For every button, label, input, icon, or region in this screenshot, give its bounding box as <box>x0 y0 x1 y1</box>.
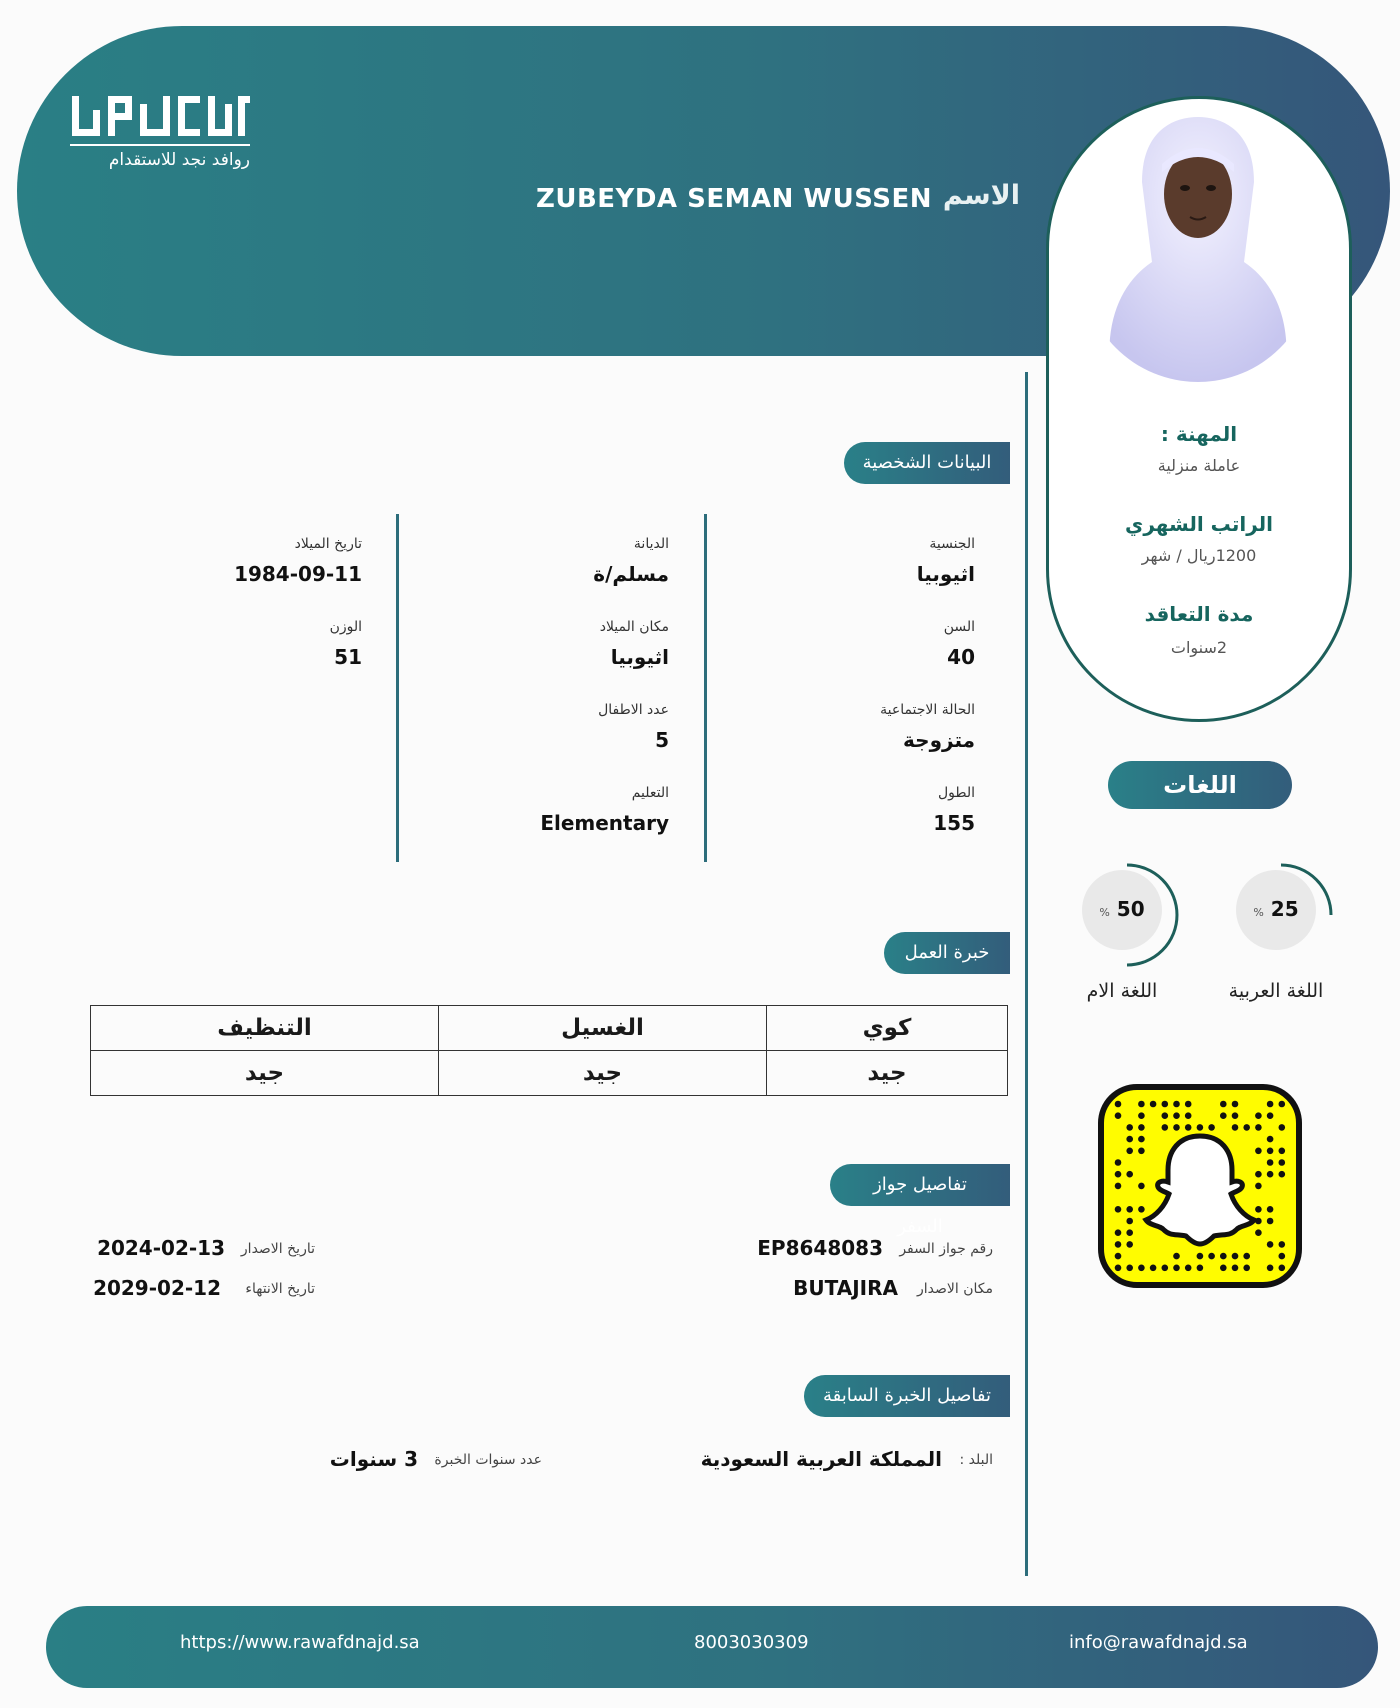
nationality-value: اثيوبيا <box>916 562 975 586</box>
snapcode-dot <box>1185 1124 1192 1131</box>
footer-website-link[interactable]: https://www.rawafdnajd.sa <box>180 1632 420 1653</box>
issue-place-label: مكان الاصدار <box>917 1281 993 1297</box>
arabic-language-name: اللغة العربية <box>1228 980 1324 1002</box>
worker-photo <box>1082 112 1314 382</box>
issue-date-value: 2024-02-13 <box>97 1236 225 1260</box>
salary-value: 1200ريال / شهر <box>1141 546 1257 565</box>
children-value: 5 <box>655 728 669 752</box>
skills-value-row <box>91 1051 1008 1096</box>
snapcode-dot <box>1185 1265 1192 1272</box>
snapcode-dot <box>1185 1101 1192 1108</box>
snapcode-dot <box>1162 1101 1169 1108</box>
snapcode-dot <box>1279 1253 1286 1260</box>
dob-value: 1984-09-11 <box>234 562 362 586</box>
skill-value: جيد <box>439 1051 767 1096</box>
weight-label: الوزن <box>329 619 362 635</box>
marital-label: الحالة الاجتماعية <box>880 702 975 718</box>
snapcode-dot <box>1115 1206 1122 1213</box>
snapcode-dot <box>1220 1253 1227 1260</box>
snapcode-dot <box>1126 1148 1133 1155</box>
snapcode-dot <box>1208 1124 1215 1131</box>
snapcode-dot <box>1138 1183 1145 1190</box>
birthplace-label: مكان الميلاد <box>599 619 669 635</box>
timeline-line <box>1025 372 1028 1576</box>
logo-divider <box>70 144 250 146</box>
country-label: البلد : <box>959 1452 993 1468</box>
snapcode-dot <box>1138 1148 1145 1155</box>
skills-header-row <box>91 1006 1008 1051</box>
snapcode-dot <box>1150 1101 1157 1108</box>
snapcode-dot <box>1232 1101 1239 1108</box>
height-label: الطول <box>937 785 975 801</box>
snapcode-dot <box>1255 1112 1262 1119</box>
snapcode-dot <box>1126 1136 1133 1143</box>
snapcode-dot <box>1173 1112 1180 1119</box>
snapcode-dot <box>1267 1265 1274 1272</box>
contract-value: 2سنوات <box>1170 638 1228 657</box>
snapcode-dot <box>1232 1265 1239 1272</box>
snapcode-dot <box>1255 1206 1262 1213</box>
worker-name: ZUBEYDA SEMAN WUSSEN <box>535 184 932 214</box>
passport-number-value: EP8648083 <box>757 1236 883 1260</box>
snapcode-dot <box>1243 1253 1250 1260</box>
snapcode-dot <box>1150 1265 1157 1272</box>
snapcode-dot <box>1126 1218 1133 1225</box>
age-value: 40 <box>947 645 975 669</box>
salary-label: الراتب الشهري <box>1125 512 1273 536</box>
section-previous-experience: تفاصيل الخبرة السابقة <box>804 1375 1010 1417</box>
snapcode-dot <box>1243 1124 1250 1131</box>
snapcode-dot <box>1255 1183 1262 1190</box>
snapcode-dot <box>1279 1101 1286 1108</box>
snapcode-dot <box>1197 1124 1204 1131</box>
issue-place-value: BUTAJIRA <box>793 1276 898 1300</box>
snapcode-dot <box>1279 1265 1286 1272</box>
snapcode-dot <box>1267 1136 1274 1143</box>
snapcode-dot <box>1126 1206 1133 1213</box>
snapcode-dot <box>1232 1112 1239 1119</box>
photo-illustration <box>1082 112 1314 382</box>
column-divider <box>704 514 707 862</box>
profession-label: المهنة : <box>1160 422 1238 446</box>
snapcode-dot <box>1243 1265 1250 1272</box>
snapcode-dot <box>1267 1206 1274 1213</box>
snapcode-dot <box>1279 1241 1286 1248</box>
skill-header: التنظيف <box>91 1006 439 1051</box>
snapcode-dot <box>1197 1265 1204 1272</box>
snapcode-dot <box>1138 1206 1145 1213</box>
weight-value: 51 <box>334 645 362 669</box>
snapcode-dot <box>1279 1148 1286 1155</box>
dob-label: تاريخ الميلاد <box>294 536 362 552</box>
snapcode-dot <box>1115 1159 1122 1166</box>
snapcode-dot <box>1267 1159 1274 1166</box>
snapcode-dot <box>1255 1148 1262 1155</box>
brand-logo <box>70 92 252 140</box>
snapcode-dot <box>1173 1124 1180 1131</box>
snapcode-dot <box>1115 1183 1122 1190</box>
height-value: 155 <box>933 811 975 835</box>
skills-table <box>90 1005 1008 1096</box>
expiry-date-label: تاريخ الانتهاء <box>245 1281 315 1297</box>
religion-value: مسلم/ة <box>593 562 669 586</box>
arabic-language-percent: % 25 <box>1253 897 1299 921</box>
snapcode-dot <box>1267 1171 1274 1178</box>
snapcode-dot <box>1220 1265 1227 1272</box>
native-language-percent: % 50 <box>1099 897 1145 921</box>
footer-phone[interactable]: 8003030309 <box>694 1632 809 1653</box>
snapcode-dot <box>1115 1253 1122 1260</box>
snapcode-dot <box>1138 1101 1145 1108</box>
contract-label: مدة التعاقد <box>1144 602 1254 626</box>
snapcode-dot <box>1220 1112 1227 1119</box>
snapcode-dot <box>1138 1112 1145 1119</box>
snapcode-dot <box>1126 1124 1133 1131</box>
snapcode-dot <box>1126 1171 1133 1178</box>
snapcode-dot <box>1267 1101 1274 1108</box>
snapcode-dot <box>1208 1253 1215 1260</box>
snapcode-dot <box>1126 1265 1133 1272</box>
snapcode-dot <box>1267 1112 1274 1119</box>
snapcode-dot <box>1255 1124 1262 1131</box>
footer-email-link[interactable]: info@rawafdnajd.sa <box>1069 1632 1248 1653</box>
snapcode-dot <box>1138 1265 1145 1272</box>
snapcode-dot <box>1197 1253 1204 1260</box>
snapcode-dot <box>1173 1253 1180 1260</box>
native-language-name: اللغة الام <box>1086 980 1158 1002</box>
snapcode-dot <box>1115 1265 1122 1272</box>
nationality-label: الجنسية <box>929 536 975 552</box>
marital-value: متزوجة <box>903 728 975 752</box>
issue-date-label: تاريخ الاصدار <box>240 1241 315 1257</box>
snapcode-dot <box>1115 1229 1122 1236</box>
section-personal-info: البيانات الشخصية <box>844 442 1010 484</box>
snapcode-dot <box>1126 1229 1133 1236</box>
brand-subtitle: روافد نجد للاستقدام <box>108 150 250 170</box>
column-divider <box>396 514 399 862</box>
snapcode-dot <box>1279 1124 1286 1131</box>
snapcode-dot <box>1267 1218 1274 1225</box>
experience-years-label: عدد سنوات الخبرة <box>434 1452 542 1468</box>
snapcode-dot <box>1255 1229 1262 1236</box>
profession-value: عاملة منزلية <box>1157 456 1241 475</box>
skill-value: جيد <box>767 1051 1008 1096</box>
snapcode-dot <box>1267 1148 1274 1155</box>
children-label: عدد الاطفال <box>598 702 669 718</box>
birthplace-value: اثيوبيا <box>610 645 669 669</box>
snapcode-dot <box>1267 1241 1274 1248</box>
education-value: Elementary <box>540 811 669 835</box>
snapcode-dot <box>1255 1171 1262 1178</box>
snapcode-qr[interactable] <box>1098 1084 1302 1288</box>
country-value: المملكة العربية السعودية <box>700 1447 942 1471</box>
skill-value: جيد <box>91 1051 439 1096</box>
age-label: السن <box>943 619 975 635</box>
languages-title: اللغات <box>1108 761 1292 809</box>
name-label: الاسم <box>942 180 1020 211</box>
snapcode-dot <box>1279 1159 1286 1166</box>
snapcode-dot <box>1115 1171 1122 1178</box>
religion-label: الديانة <box>633 536 669 552</box>
snapcode-dot <box>1173 1265 1180 1272</box>
snapcode-dot <box>1173 1101 1180 1108</box>
snapcode-dot <box>1115 1112 1122 1119</box>
section-work-experience: خبرة العمل <box>884 932 1010 974</box>
expiry-date-value: 2029-02-12 <box>93 1276 221 1300</box>
skill-header: كوي <box>767 1006 1008 1051</box>
snapcode-dot <box>1138 1136 1145 1143</box>
snapcode-dot <box>1162 1124 1169 1131</box>
snapcode-dot <box>1162 1112 1169 1119</box>
skill-header: الغسيل <box>439 1006 767 1051</box>
snapcode-dot <box>1126 1241 1133 1248</box>
snapcode-dot <box>1279 1171 1286 1178</box>
snapcode-dot <box>1220 1101 1227 1108</box>
snapcode-dot <box>1232 1253 1239 1260</box>
education-label: التعليم <box>631 785 669 801</box>
snapcode-dot <box>1138 1124 1145 1131</box>
snapcode-dot <box>1162 1265 1169 1272</box>
snapcode-dot <box>1115 1241 1122 1248</box>
passport-number-label: رقم جواز السفر <box>899 1241 993 1257</box>
snapcode-dot <box>1115 1101 1122 1108</box>
snapcode-dot <box>1185 1112 1192 1119</box>
snapcode-dot <box>1232 1124 1239 1131</box>
section-passport: تفاصيل جواز السفر <box>830 1164 1010 1206</box>
experience-years-value: 3 سنوات <box>329 1447 418 1471</box>
